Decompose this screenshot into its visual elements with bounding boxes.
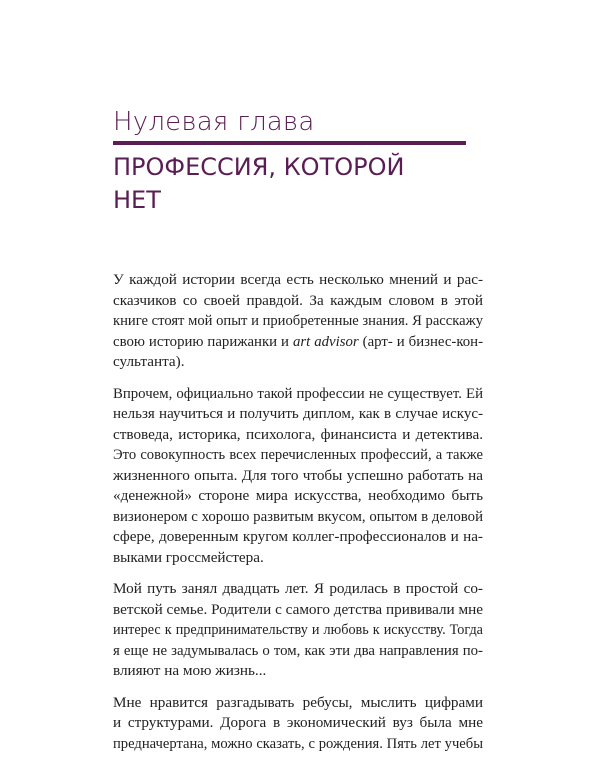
line-segment: (арт- и бизнес-кон- bbox=[358, 333, 483, 350]
paragraph-line: интерес к предпринимательству и любовь к искусству. Тогда bbox=[113, 622, 483, 638]
paragraph-line: Мне нравится разгадывать ребусы, мыслить цифрами bbox=[113, 693, 483, 711]
body-text bbox=[113, 270, 483, 765]
paragraph-line: сультанта). bbox=[113, 353, 185, 370]
line-segment: свою историю парижанки и bbox=[113, 333, 293, 350]
paragraph-line: визионером с хорошо развитым вкусом, опытом в деловой bbox=[113, 508, 483, 525]
paragraph-line: ветской семье. Родители с самого детства прививали мне bbox=[113, 600, 483, 618]
paragraph-line: ствоведа, историка, психолога, финансиста и детектива. bbox=[113, 425, 483, 443]
paragraph-line: влияют на мою жизнь... bbox=[113, 662, 267, 679]
paragraph-line: Мой путь занял двадцать лет. Я родилась в простой со- bbox=[113, 580, 483, 597]
paragraph-line: Впрочем, официально такой профессии не существует. Ей bbox=[113, 385, 483, 402]
chapter-title-line: ПРОФЕССИЯ, КОТОРОЙ bbox=[113, 153, 405, 181]
paragraph-line: «денежной» стороне мира искусства, необходимо быть bbox=[113, 487, 483, 504]
paragraph bbox=[113, 270, 483, 373]
paragraph-line: выками гроссмейстера. bbox=[113, 548, 264, 566]
paragraph-line bbox=[113, 332, 483, 353]
paragraph-line: я еще не задумывалась о том, как эти два направления по- bbox=[113, 642, 483, 659]
paragraph bbox=[113, 693, 483, 755]
chapter-divider bbox=[113, 141, 466, 145]
paragraph-line: нельзя научиться и получить диплом, как в случае искус- bbox=[113, 406, 483, 422]
chapter-title bbox=[113, 151, 493, 217]
paragraph bbox=[113, 579, 483, 682]
paragraph bbox=[113, 384, 483, 569]
chapter-label: Нулевая глава bbox=[113, 107, 315, 137]
paragraph-line: сфере, доверенным кругом коллег-профессионалов и на- bbox=[113, 528, 483, 545]
paragraph-line: предначертана, можно сказать, с рождения. Пять лет учебы bbox=[113, 735, 483, 752]
italic-term: art advisor bbox=[292, 333, 359, 350]
chapter-title-line: НЕТ bbox=[113, 186, 161, 214]
paragraph-line: книге стоят мой опыт и приобретенные знания. Я расскажу bbox=[113, 313, 483, 329]
paragraph-line: жизненного опыта. Для того чтобы успешно работать на bbox=[113, 466, 483, 484]
paragraph-line: сказчиков со своей правдой. За каждым словом в этой bbox=[113, 291, 483, 309]
paragraph-line: и структурами. Дорога в экономический вуз была мне bbox=[113, 714, 483, 731]
paragraph-line: У каждой истории всегда есть несколько мнений и рас- bbox=[113, 271, 483, 288]
paragraph-line: Это совокупность всех перечисленных профессий, а также bbox=[113, 447, 483, 463]
